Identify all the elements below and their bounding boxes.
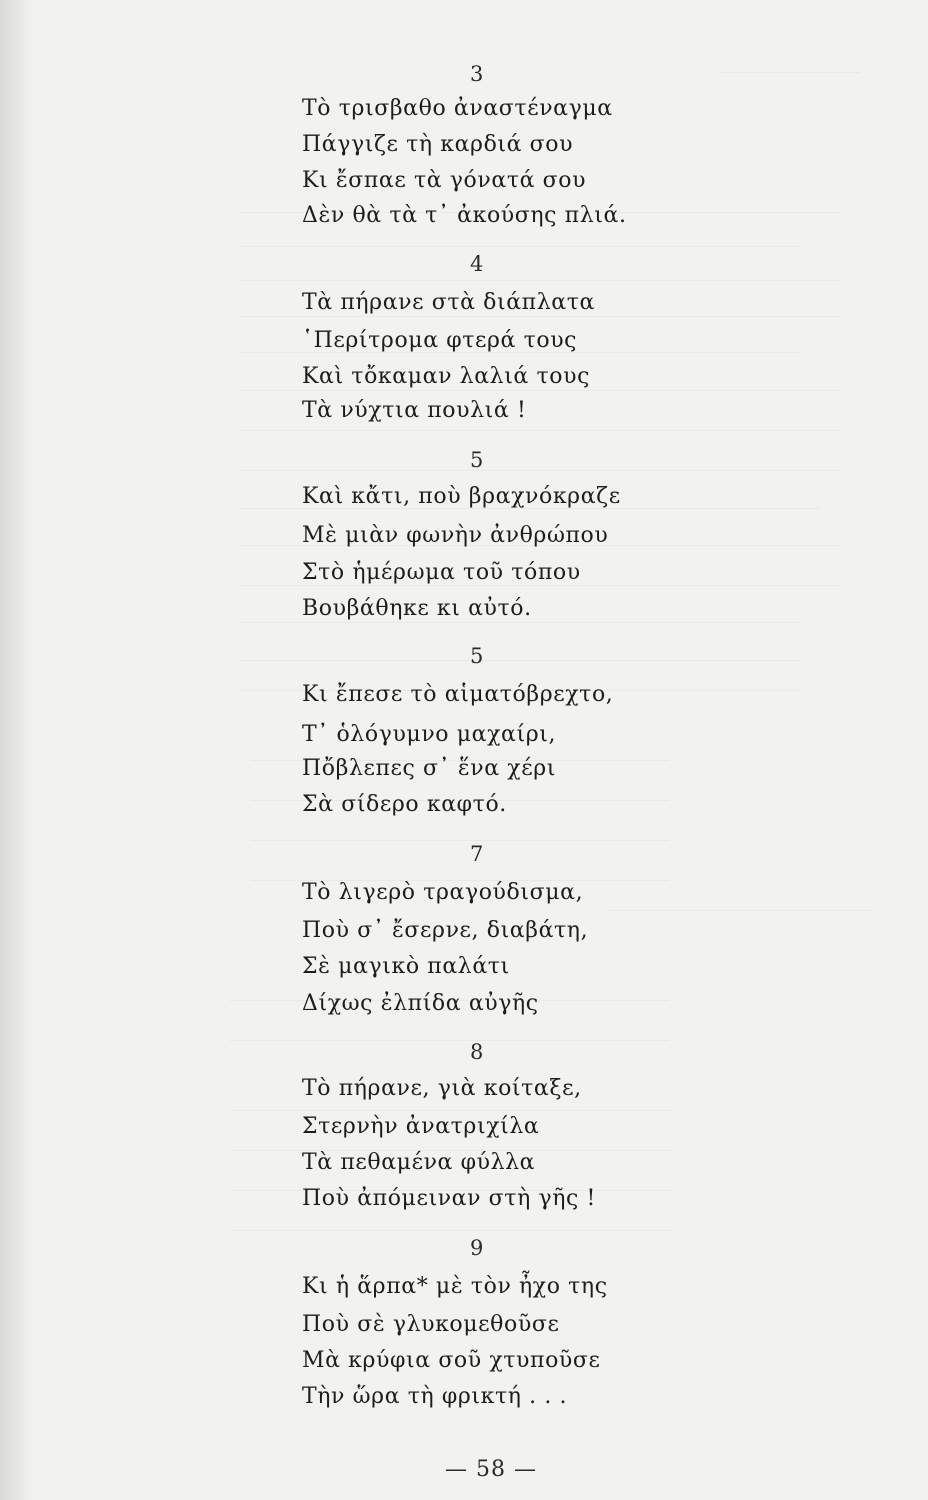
stanza-number: 7 xyxy=(470,842,484,866)
verse-line: Τὰ πήρανε στὰ διάπλατα xyxy=(302,290,595,315)
stanza-number: 8 xyxy=(470,1040,484,1064)
verse-line: Τὸ τρισβαθο ἀναστέναγμα xyxy=(302,96,613,121)
verse-line: Καὶ κἄτι, ποὺ βραχνόκραζε xyxy=(302,484,621,509)
verse-line: Βουβάθηκε κι αὐτό. xyxy=(302,596,532,621)
stanza-number: 9 xyxy=(470,1236,484,1260)
stanza-number: 5 xyxy=(470,644,484,668)
verse-line: Τὰ νύχτια πουλιά ! xyxy=(302,398,527,423)
verse-line: Τὸ λιγερὸ τραγούδισμα, xyxy=(302,880,584,905)
verse-line: Ποὺ σὲ γλυκομεθοῦσε xyxy=(302,1312,560,1337)
verse-line: Κι ἡ ἅρπα* μὲ τὸν ἦχο της xyxy=(302,1274,608,1299)
verse-line: Σὰ σίδερο καφτό. xyxy=(302,792,507,817)
verse-line: Μὰ κρύφια σοῦ χτυποῦσε xyxy=(302,1348,601,1373)
verse-line: Στερνὴν ἀνατριχίλα xyxy=(302,1114,540,1139)
verse-line: Τὰ πεθαμένα φύλλα xyxy=(302,1150,536,1175)
verse-line: Κι ἔσπαε τὰ γόνατά σου xyxy=(302,168,587,193)
stanza-number: 3 xyxy=(470,62,484,86)
stanza-number: 4 xyxy=(470,252,484,276)
verse-line: Ποὺ ἀπόμειναν στὴ γῆς ! xyxy=(302,1186,596,1211)
verse-line: Σὲ μαγικὸ παλάτι xyxy=(302,954,510,979)
stanza-number: 5 xyxy=(470,448,484,472)
verse-line: Δὲν θὰ τὰ τ᾽ ἀκούσης πλιά. xyxy=(302,203,627,228)
verse-line: Μὲ μιὰν φωνὴν ἀνθρώπου xyxy=(302,523,609,548)
page-gutter-shadow xyxy=(0,0,34,1500)
page-number: — 58 — xyxy=(445,1457,537,1482)
verse-line: Κι ἔπεσε τὸ αἱματόβρεχτο, xyxy=(302,682,614,707)
verse-line: Ποὺ σ᾽ ἔσερνε, διαβάτη, xyxy=(302,918,589,943)
verse-line: Πάγγιζε τὴ καρδιά σου xyxy=(302,132,574,157)
verse-line: Τὸ πήρανε, γιὰ κοίταξε, xyxy=(302,1076,582,1101)
verse-line: Καὶ τὄκαμαν λαλιά τους xyxy=(302,364,590,389)
verse-line: Στὸ ἡμέρωμα τοῦ τόπου xyxy=(302,560,581,585)
verse-line: Πὄβλεπες σ᾽ ἕνα χέρι xyxy=(302,756,556,781)
verse-line: Δίχως ἐλπίδα αὐγῆς xyxy=(302,991,539,1016)
verse-line: Τ᾽ ὁλόγυμνο μαχαίρι, xyxy=(302,722,557,747)
verse-line: ῾Περίτρομα φτερά τους xyxy=(302,328,578,353)
verse-line: Τὴν ὥρα τὴ φρικτή . . . xyxy=(302,1384,568,1409)
